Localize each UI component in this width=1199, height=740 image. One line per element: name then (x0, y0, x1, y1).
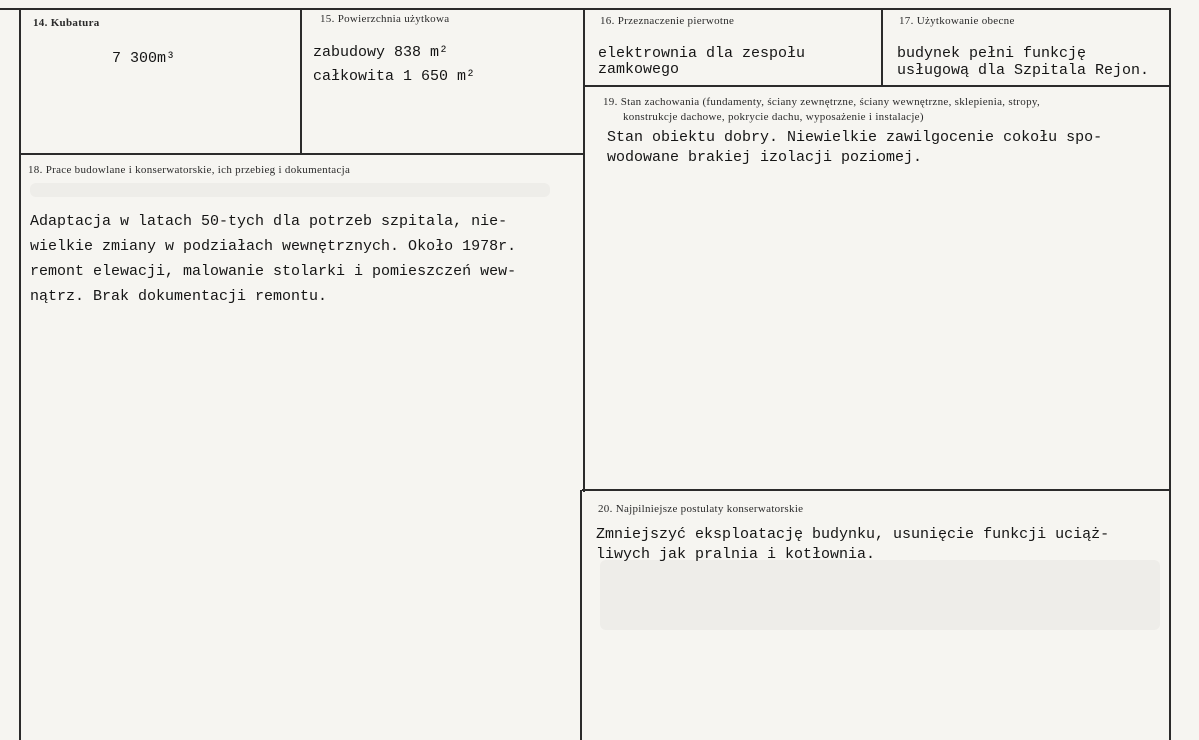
uzytkowanie-label: 17. Użytkowanie obecne (899, 15, 1015, 27)
stan-text (607, 128, 1102, 168)
stan-text-line: wodowane brakiej izolacji poziomej. (607, 149, 923, 166)
uzytkowanie-line1: budynek pełni funkcję (897, 45, 1087, 62)
prace-text-line: wielkie zmiany w podziałach wewnętrznych. Około 1978r. (30, 238, 517, 255)
stan-text-line: Stan obiektu dobry. Niewielkie zawilgocenie cokołu spo- (607, 129, 1103, 146)
powierzchnia-zabudowy: zabudowy 838 m² (313, 44, 449, 61)
przeznaczenie-label: 16. Przeznaczenie pierwotne (600, 15, 735, 27)
prace-text-line: Adaptacja w latach 50-tych dla potrzeb szpitala, nie- (30, 213, 508, 230)
kubatura-label: 14. Kubatura (33, 17, 100, 29)
divider-col-2-lower (580, 490, 582, 740)
prace-text-line: nątrz. Brak dokumentacji remontu. (30, 288, 328, 305)
paper-smudge (600, 560, 1160, 630)
paper-smudge (30, 183, 550, 197)
stan-label-line2: konstrukcje dachowe, pokrycie dachu, wyposażenie i instalacje) (623, 111, 924, 123)
divider-row-19-20 (582, 489, 1171, 491)
kubatura-value: 7 300m³ (112, 50, 176, 67)
stan-label-line1: 19. Stan zachowania (fundamenty, ściany zewnętrzne, ściany wewnętrzne, sklepienia, stropy, (603, 96, 1041, 108)
divider-row-16-19 (583, 85, 1171, 87)
prace-label: 18. Prace budowlane i konserwatorskie, ich przebieg i dokumentacja (28, 164, 351, 176)
uzytkowanie-line2: usługową dla Szpitala Rejon. (897, 62, 1150, 79)
postulaty-text-line: liwych jak pralnia i kotłownia. (596, 546, 876, 563)
prace-text (30, 209, 516, 309)
divider-col-3 (881, 8, 883, 86)
przeznaczenie-line1: elektrownia dla zespołu (598, 45, 806, 62)
divider-col-2 (583, 8, 585, 492)
postulaty-text (596, 525, 1109, 565)
przeznaczenie-line2: zamkowego (598, 61, 680, 78)
prace-text-line: remont elewacji, malowanie stolarki i pomieszczeń wew- (30, 263, 517, 280)
postulaty-text-line: Zmniejszyć eksploatację budynku, usunięcie funkcji uciąż- (596, 526, 1110, 543)
left-border (19, 8, 21, 740)
divider-row-14-18 (19, 153, 585, 155)
right-border (1169, 8, 1171, 740)
powierzchnia-label: 15. Powierzchnia użytkowa (320, 13, 450, 25)
powierzchnia-calkowita: całkowita 1 650 m² (313, 68, 476, 85)
divider-col-1 (300, 8, 302, 154)
top-border (0, 8, 1171, 10)
postulaty-label: 20. Najpilniejsze postulaty konserwatorskie (598, 503, 804, 515)
